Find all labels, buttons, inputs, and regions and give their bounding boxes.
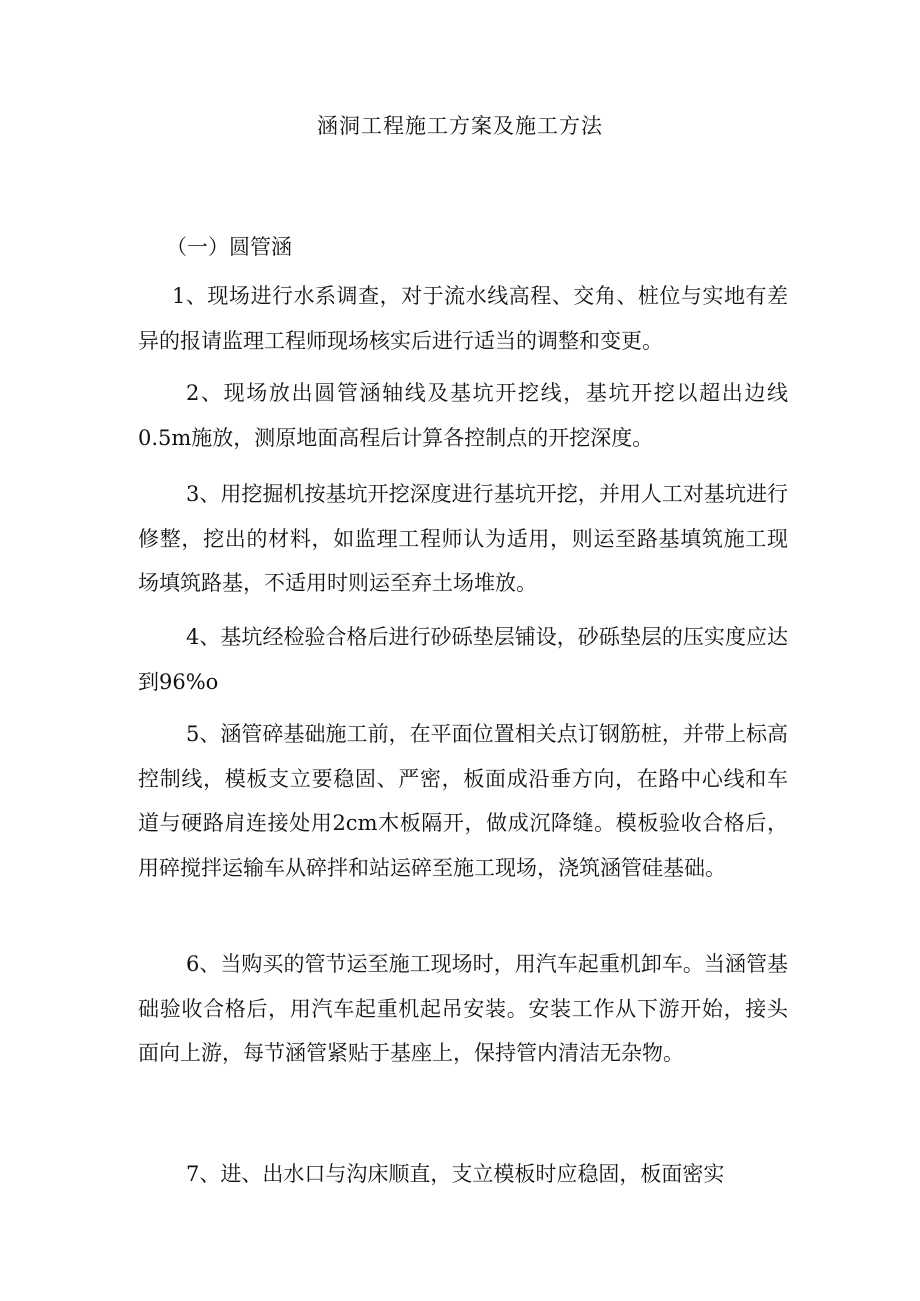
section-heading: （一）圆管涵 bbox=[166, 235, 292, 259]
paragraph-2: 2、现场放出圆管涵轴线及基坑开挖线，基坑开挖以超出边线0.5m施放，测原地面高程后计算各控制点的开挖深度。 bbox=[138, 381, 788, 450]
paragraph-7: 7、进、出水口与沟床顺直，支立模板时应稳固，板面密实 bbox=[186, 1162, 725, 1186]
document-title: 涵洞工程施工方案及施工方法 bbox=[317, 114, 603, 138]
paragraph-3: 3、用挖掘机按基坑开挖深度进行基坑开挖，并用人工对基坑进行修整，挖出的材料，如监理工程师认为适用，则运至路基填筑施工现场填筑路基，不适用时则运至弃土场堆放。 bbox=[138, 482, 788, 596]
paragraph-6: 6、当购买的管节运至施工现场时，用汽车起重机卸车。当涵管基础验收合格后，用汽车起重机起吊安装。安装工作从下游开始，接头面向上游，每节涵管紧贴于基座上，保持管内清洁无杂物。 bbox=[138, 952, 788, 1066]
paragraph-1: 1、现场进行水系调查，对于流水线高程、交角、桩位与实地有差异的报请监理工程师现场核实后进行适当的调整和变更。 bbox=[138, 284, 788, 353]
paragraph-4: 4、基坑经检验合格后进行砂砾垫层铺设，砂砾垫层的压实度应达到96%o bbox=[138, 625, 788, 694]
paragraph-5: 5、涵管碎基础施工前，在平面位置相关点订钢筋桩，并带上标高控制线，模板支立要稳固、严密，板面成沿垂方向，在路中心线和车道与硬路肩连接处用2cm木板隔开，做成沉降缝。模板验收合格后，用碎搅拌运输车从碎拌和站运碎至施工现场，浇筑涵管硅基础。 bbox=[138, 722, 788, 880]
